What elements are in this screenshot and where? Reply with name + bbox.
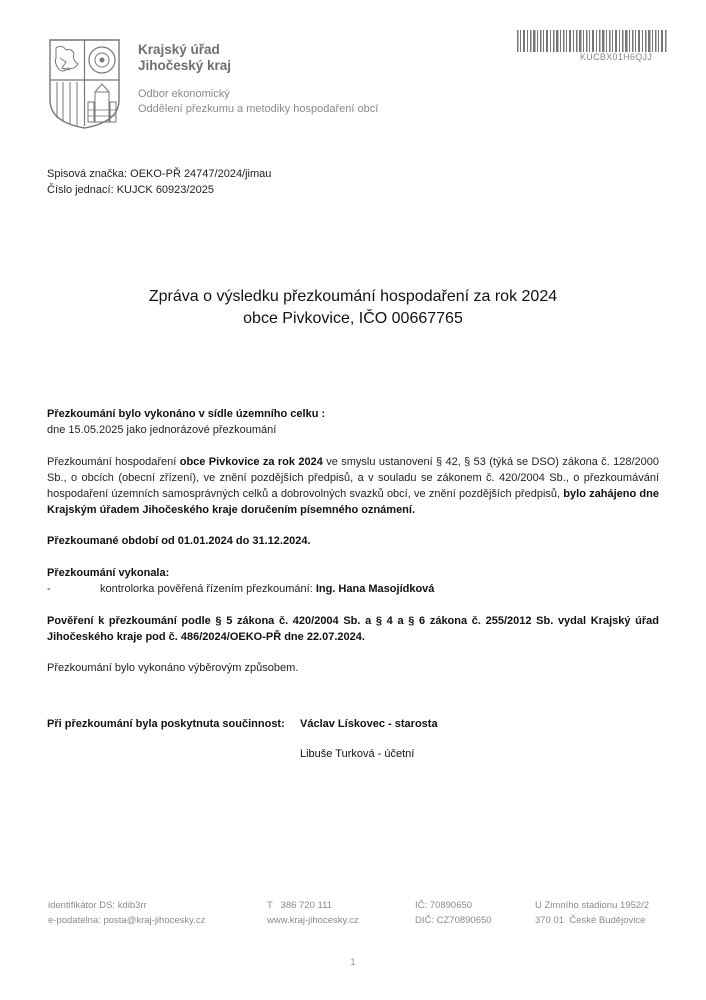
place-text: dne 15.05.2025 jako jednorázové přezkoumání xyxy=(47,424,277,436)
section: Oddělení přezkumu a metodiky hospodaření obcí xyxy=(138,103,379,115)
list-dash: - xyxy=(47,583,51,595)
department: Odbor ekonomický xyxy=(138,88,230,100)
place-section xyxy=(47,406,659,438)
authorization-section xyxy=(47,613,659,645)
performed-section xyxy=(47,565,659,597)
assistance-person-2: Libuše Turková - účetní xyxy=(300,748,415,760)
address-street: U Zimního stadionu 1952/2 xyxy=(535,900,650,911)
inspector-role: kontrolorka pověřená řízením přezkoumání: xyxy=(100,583,316,595)
department-block xyxy=(138,87,378,117)
assistance-person-1: Václav Lískovec - starosta xyxy=(300,718,438,730)
title-line-1: Zpráva o výsledku přezkoumání hospodaření za rok 2024 xyxy=(148,288,558,305)
method-section xyxy=(47,660,659,676)
method: Přezkoumání bylo vykonáno výběrovým způsobem. xyxy=(47,662,299,674)
para1-bold-2: bylo zahájeno dne Krajským úřadem Jihočeského kraje doručením písemného oznámení. xyxy=(47,488,659,516)
org-line-2: Jihočeský kraj xyxy=(138,58,232,73)
data-box-id: identifikátor DS: kdib3rr xyxy=(48,900,147,911)
barcode-code: KUCBX01H6QJJ xyxy=(580,52,653,62)
place-heading: Přezkoumání bylo vykonáno v sídle územního celku : xyxy=(47,408,326,420)
period: Přezkoumané období od 01.01.2024 do 31.12.2024. xyxy=(47,535,311,547)
ico: IČ: 70890650 xyxy=(415,900,473,911)
footer-col-3 xyxy=(415,898,492,928)
assistance-label: Při přezkoumání byla poskytnuta součinnost: xyxy=(47,718,285,730)
authorization: Pověření k přezkoumání podle § 5 zákona č. 420/2004 Sb. a § 4 a § 6 zákona č. 255/2012 Sb. vydal Krajský úřad Jihočeského kraje pod č. 486/2024/OEKO-PŘ dne 22.07.2024. xyxy=(47,615,659,643)
inspector-name: Ing. Hana Masojídková xyxy=(315,583,435,595)
organization-name xyxy=(138,42,231,74)
cislo-jednaci: Číslo jednací: KUJCK 60923/2025 xyxy=(47,184,214,196)
barcode-icon xyxy=(517,30,667,52)
intro-paragraph xyxy=(47,454,659,518)
spisova-znacka: Spisová značka: OEKO-PŘ 24747/2024/jimau xyxy=(47,168,272,180)
phone: T 386 720 111 xyxy=(267,900,332,911)
para1-bold-1: obce Pivkovice za rok 2024 xyxy=(179,456,323,468)
para1-text-1: Přezkoumání hospodaření xyxy=(47,456,180,468)
para1-text-2: ve smyslu ustanovení § 42, § 53 (týká se DSO) zákona č. 128/2000 Sb., o obcích (obecní zřízení), ve znění pozdějších předpisů, a v souladu se zákonem č. 420/2004 Sb., o přezkoumávání hospodaření územních samosprávných celků a dobrovolných svazků obcí, ve znění pozdějších předpisů, xyxy=(47,456,659,500)
org-line-1: Krajský úřad xyxy=(138,42,220,57)
performed-heading: Přezkoumání vykonala: xyxy=(47,567,170,579)
coat-of-arms-icon xyxy=(48,38,121,130)
address-city: 370 01 České Budějovice xyxy=(535,915,646,926)
page-number: 1 xyxy=(350,957,356,967)
title-line-2: obce Pivkovice, IČO 00667765 xyxy=(243,310,463,327)
footer-col-1 xyxy=(48,898,205,928)
list-item xyxy=(47,581,659,597)
references xyxy=(47,166,271,198)
period-section xyxy=(47,533,659,549)
page-title xyxy=(0,286,706,330)
footer-col-4 xyxy=(535,898,649,928)
e-podatelna: e-podatelna: posta@kraj-jihocesky.cz xyxy=(48,915,206,926)
website-link[interactable]: www.kraj-jihocesky.cz xyxy=(267,915,359,926)
dic: DIČ: CZ70890650 xyxy=(415,915,492,926)
footer-col-2 xyxy=(267,898,359,928)
